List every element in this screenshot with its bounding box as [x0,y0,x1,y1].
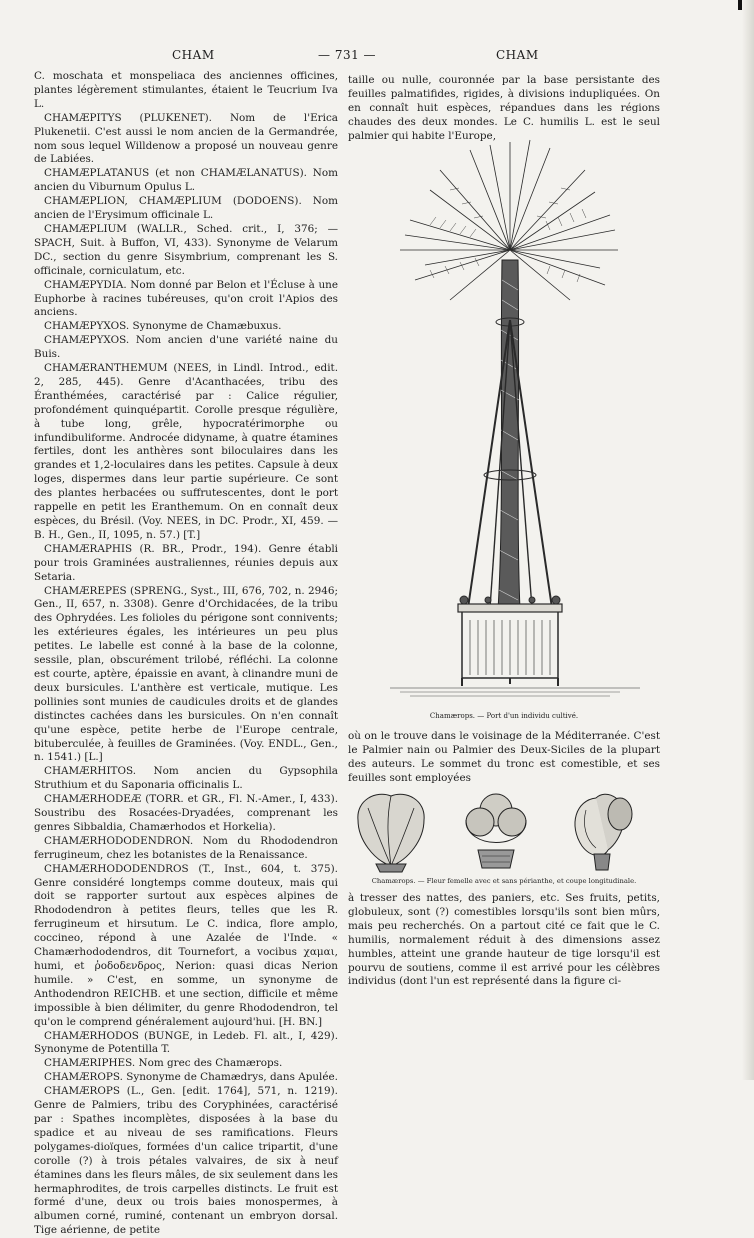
female-flower-with-perianth [358,794,424,872]
left-column [34,70,338,1238]
entry: CHAMÆROPS (L., Gen. [edit. 1764], 571, n. 1219). Genre de Palmiers, tribu des Coryphinées, caractérisé par : Spathes incomplètes, disposées à la base du spadice et au niveau de ses ramifications. Fleurs polygames-dioïques, formées d'un calice tripartit, d'une corolle (?) à trois pétales valvaires, de six à neuf étamines dans les fleurs mâles, de six seulement dans les hermaphrodites, de trois carpelles distincts. Le fruit est formé d'une, deux ou trois baies monospermes, à albumen corné, ruminé, contenant un embryon dorsal. Tige aérienne, de petite [34,1085,338,1237]
right-column-top-text: taille ou nulle, couronnée par la base persistante des feuilles palmatifides, rigides, à divisions indupliquées. On en connaît huit espèces, répandues dans les régions chaudes des deux mondes. Le C. humilis L. est le seul palmier qui habite l'Europe, [348,74,660,142]
entry: CHAMÆRHODEÆ (TORR. et GR., Fl. N.-Amer., I, 433). Soustribu des Rosacées-Dryadées, comprenant les genres Sibbaldia, Chamærhodos et Horkelia). [34,793,338,833]
entry: CHAMÆPYXOS. Synonyme de Chamæbuxus. [44,320,282,333]
right-column-bottom-text: à tresser des nattes, des paniers, etc. Ses fruits, petits, globuleux, sont (?) comestibles lorsqu'ils sont bien mûrs, mais peu recherchés. On a partout cité ce fait que le C. humilis, normalement réduit à des dimensions assez humbles, atteint une grande hauteur de tige lorsqu'il est pourvu de soutiens, comme il est arrivé pour les célèbres individus (dont l'un est représenté dans la figure ci- [348,892,660,988]
entry: CHAMÆRHITOS. Nom ancien du Gypsophila Struthium et du Saponaria officinalis L. [34,765,338,792]
entry: CHAMÆPLATANUS (et non CHAMÆLANATUS). Nom ancien du Viburnum Opulus L. [34,167,338,194]
entry: CHAMÆPYXOS. Nom ancien d'une variété naine du Buis. [34,334,338,361]
header-right: CHAM [496,48,539,62]
entry: CHAMÆPLION, CHAMÆPLIUM (DODOENS). Nom ancien de l'Erysimum officinale L. [34,195,338,222]
entry: CHAMÆROPS. Synonyme de Chamædrys, dans Apulée. [44,1071,338,1084]
entry: CHAMÆRAPHIS (R. BR., Prodr., 194). Genre établi pour trois Graminées australiennes, réunies depuis aux Setaria. [34,542,338,583]
entry: CHAMÆRHODOS (BUNGE, in Ledeb. Fl. alt., I, 429). Synonyme de Potentilla T. [34,1029,338,1056]
header-left: CHAM [172,48,215,62]
entry: CHAMÆRIPHES. Nom grec des Chamærops. [44,1057,283,1070]
figure-caption-flowers: Chamærops. — Fleur femelle avec et sans périanthe, et coupe longitudinale. [371,877,637,885]
right-column-middle-text: où on le trouve dans le voisinage de la Méditerranée. C'est le Palmier nain ou Palmier des Deux-Siciles de la plupart des auteurs. Le sommet du tronc est comestible, et ses feuilles sont employées [348,730,660,784]
entry: C. moschata et monspeliaca des anciennes officines, plantes légèrement stimulantes, étaient le Teucrium Iva L. [34,70,338,110]
female-flower-without-perianth [466,794,526,868]
palm-tree-illustration [370,130,650,702]
entry: CHAMÆREPES (SPRENG., Syst., III, 676, 702, n. 2946; Gen., II, 657, n. 3308). Genre d'Orchidacées, de la tribu des Ophrydées. Les folioles du périgone sont connivents; les extérieures égales, les intérieures un peu plus petites. Le labelle est conné à la base de la colonne, sessile, plan, obscurément trilobé, réfléchi. La colonne est courte, aptère, épaissie en avant, à clinandre muni de deux bursicules. L'anthère est verticale, mutique. Les pollinies sont munies de caudicules droits et de glandes distinctes cachées dans les bursicules. On n'en connaît qu'une espèce, petite herbe de l'Europe centrale, bituberculée, à feuilles de Graminées. (Voy. ENDL., Gen., n. 1541.) [L.] [34,584,338,764]
page-number: — 731 — [318,48,377,62]
entry: CHAMÆPITYS (PLUKENET). Nom de l'Erica Plukenetii. C'est aussi le nom ancien de la Germandrée, nom sous lequel Willdenow a proposé un nouveau genre de Labiées. [34,111,338,166]
entry: CHAMÆRHODODENDROS (T., Inst., 604, t. 375). Genre considéré longtemps comme douteux, mais qui doit se rapporter surtout aux espèces alpines de Rhododendron à petites fleurs, telles que les R. ferrugineum et hirsutum. Le C. indica, flore amplo, coccineo, répond à une Azalée de l'Inde. « Chamærhododendros, dit Tournefort, a vocibus χαμαι, humi, et ῥοδοδενδρος, Nerion: quasi dicas Nerion humile. » C'est, en somme, un synonyme de Anthodendron REICHB. et une section, difficile et même impossible à bien délimiter, du genre Rhododendron, tel qu'on le comprend généralement aujourd'hui. [H. BN.] [34,862,338,1028]
entry: CHAMÆPYDIA. Nom donné par Belon et l'Écluse à une Euphorbe à racines tubéreuses, qu'on croit l'Apios des anciens. [34,278,338,319]
flower-illustrations [346,780,664,876]
entry: CHAMÆRHODODENDRON. Nom du Rhododendron ferrugineum, chez les botanistes de la Renaissance. [34,834,338,861]
running-header [0,48,754,66]
entry: CHAMÆRANTHEMUM (NEES, in Lindl. Introd., edit. 2, 285, 445). Genre d'Acanthacées, tribu des Éranthémées, caractérisé par : Calice régulier, profondément quinquépartit. Corolle presque régulière, à tube long, grêle, hypocratérimorphe ou infundibuliforme. Androcée didyname, à quatre étamines fertiles, dont les anthères sont biloculaires dans les grandes et 1,2-loculaires dans les petites. Capsule à deux loges, dispermes dans leur partie supérieure. Ce sont des plantes herbacées ou suffrutescentes, dont le port rappelle en petit les Eranthemum. On en connaît deux espèces, du Brésil. (Voy. NEES, in DC. Prodr., XI, 459. — B. H., Gen., II, 1095, n. 57.) [T.] [34,362,338,541]
page-edge-shadow [742,0,754,1080]
longitudinal-section [575,794,632,870]
entry: CHAMÆPLIUM (WALLR., Sched. crit., I, 376; — SPACH, Suit. à Buffon, VI, 433). Synonyme de Velarum DC., section du genre Sisymbrium, comprenant les S. officinale, corniculatum, etc. [34,222,338,277]
figure-caption-palm: Chamærops. — Port d'un individu cultivé. [429,712,579,720]
